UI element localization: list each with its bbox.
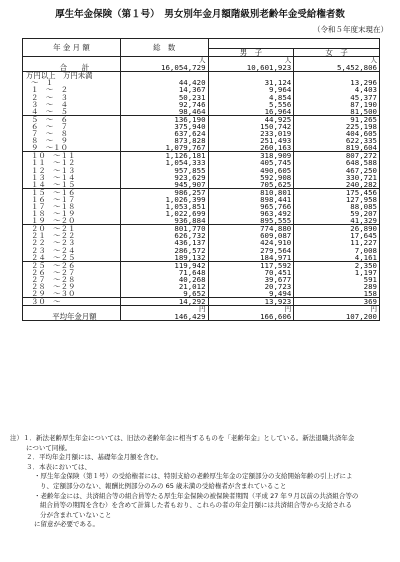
row-total: 873,828 [120,137,208,144]
row-female: 17,645 [294,232,380,239]
row-male: 233,019 [208,130,294,137]
row-range-label: ４ ～ ５ [23,108,121,116]
row-male: 70,451 [208,269,294,276]
row-male: 39,677 [208,276,294,283]
row-male: 31,124 [208,79,294,86]
total-all: 16,054,729 [120,64,208,72]
row-male: 13,923 [208,298,294,306]
row-male: 9,964 [208,86,294,93]
average-total: 146,429 [120,313,208,321]
row-total: 375,940 [120,123,208,130]
row-total: 436,137 [120,239,208,246]
row-range-label: ２５ ～２６ [23,261,121,269]
row-range-label: １２ ～１３ [23,167,121,174]
note-line: に留意が必要である。 [34,520,99,529]
notes [10,434,390,530]
row-range-label: ２７ ～２８ [23,276,121,283]
pension-table [22,38,380,321]
row-total: 986,257 [120,188,208,196]
row-range-label: ２３ ～２４ [23,247,121,254]
row-female: 175,456 [294,188,380,196]
row-female: 81,500 [294,108,380,116]
row-female: 4,161 [294,254,380,262]
note-line: について同様。 [26,443,72,452]
average-male: 166,606 [208,313,294,321]
row-range-label: ６ ～ ７ [23,123,121,130]
row-male: 490,605 [208,167,294,174]
row-range-label: １４ ～１５ [23,181,121,189]
row-female: 467,250 [294,167,380,174]
row-male: 20,723 [208,283,294,290]
row-total: 40,268 [120,276,208,283]
row-female: 13,296 [294,79,380,86]
header-row [23,39,380,49]
row-range-label: ２９ ～３０ [23,290,121,298]
note-line: 組合員等の期間を含む）を含めて計算した者もおり、これらの者の年金月額には共済組合等から支給される [40,501,352,510]
row-total: 1,022,699 [120,210,208,217]
row-range-label: ９ ～１０ [23,144,121,152]
row-male: 965,766 [208,203,294,210]
row-male: 405,745 [208,159,294,166]
row-female: 648,588 [294,159,380,166]
row-female: 240,282 [294,181,380,189]
row-total: 50,231 [120,94,208,101]
row-range-label: １６ ～１７ [23,196,121,203]
row-range-label: ２４ ～２５ [23,254,121,262]
row-male: 609,087 [208,232,294,239]
row-male: 705,625 [208,181,294,189]
row-total: 801,770 [120,225,208,233]
average-label: 平均年金月額 [23,313,121,321]
row-range-label: １５ ～１６ [23,188,121,196]
row-male: 810,801 [208,188,294,196]
row-female: 158 [294,290,380,298]
unit-label: 人 [294,57,380,65]
row-male: 150,742 [208,123,294,130]
note-line: り、定額部分のない、報酬比例部分のみの 65 歳未満の受給権者が含まれていること [40,481,287,490]
row-female: 91,265 [294,115,380,123]
unit-label: 人 [208,57,294,65]
row-total: 1,079,767 [120,144,208,152]
row-range-label: １０ ～１１ [23,152,121,160]
row-male: 117,592 [208,261,294,269]
row-range-label: ２８ ～２９ [23,283,121,290]
row-male: 898,441 [208,196,294,203]
row-male: 260,163 [208,144,294,152]
row-female: 87,190 [294,101,380,108]
row-female: 127,958 [294,196,380,203]
note-line: ・老齢年金には、共済組合等の組合員等たる厚生年金保険の被保険者期間（平成 27 年９月以前の共済組合等の [34,491,359,500]
row-male: 44,925 [208,115,294,123]
row-total: 14,367 [120,86,208,93]
row-total: 637,624 [120,130,208,137]
row-total: 1,026,399 [120,196,208,203]
row-male: 16,964 [208,108,294,116]
header-amount: 年 金 月 額 [23,39,121,57]
row-range-label: １８ ～１９ [23,210,121,217]
header-female: 女 子 [294,49,380,57]
total-male: 10,601,923 [208,64,294,72]
row-male: 5,556 [208,101,294,108]
row-range-label: ２６ ～２７ [23,269,121,276]
row-total: 1,054,333 [120,159,208,166]
row-female: 26,890 [294,225,380,233]
row-female: 45,377 [294,94,380,101]
row-male: 4,854 [208,94,294,101]
row-total: 957,855 [120,167,208,174]
row-female: 591 [294,276,380,283]
row-total: 923,629 [120,174,208,181]
row-total: 21,012 [120,283,208,290]
note-line: ３．本表においては、 [26,462,91,471]
row-total: 44,420 [120,79,208,86]
row-male: 279,564 [208,247,294,254]
row-female: 11,227 [294,239,380,246]
row-total: 286,572 [120,247,208,254]
row-female: 41,329 [294,217,380,225]
row-range-label: １ ～ ２ [23,86,121,93]
avg-unit-label: 円 [294,306,380,314]
note-line: 分が含まれていないこと [40,510,112,519]
total-female: 5,452,806 [294,64,380,72]
row-total: 189,132 [120,254,208,262]
row-range-label: ８ ～ ９ [23,137,121,144]
row-male: 963,492 [208,210,294,217]
row-female: 88,085 [294,203,380,210]
row-total: 119,942 [120,261,208,269]
row-female: 1,197 [294,269,380,276]
row-female: 7,008 [294,247,380,254]
avg-unit-label: 円 [208,306,294,314]
row-total: 136,190 [120,115,208,123]
total-label: 合 計 [23,64,121,72]
row-female: 819,604 [294,144,380,152]
row-male: 184,971 [208,254,294,262]
row-range-label: ３０ ～ [23,298,121,306]
row-range-label: ２１ ～２２ [23,232,121,239]
row-total: 1,126,181 [120,152,208,160]
row-range-label: １９ ～２０ [23,217,121,225]
average-row [23,313,380,321]
row-female: 2,350 [294,261,380,269]
row-total: 14,292 [120,298,208,306]
row-range-label: ２ ～ ３ [23,94,121,101]
row-range-label: ～ １ [23,79,121,86]
row-female: 4,403 [294,86,380,93]
row-male: 774,880 [208,225,294,233]
avg-unit-label: 円 [120,306,208,314]
row-female: 225,198 [294,123,380,130]
row-total: 71,648 [120,269,208,276]
page-title: 厚生年金保険（第１号） 男女別年金月額階級別老齢年金受給権者数 [55,9,345,20]
row-range-label: ３ ～ ４ [23,101,121,108]
row-range-label: ２０ ～２１ [23,225,121,233]
row-male: 424,910 [208,239,294,246]
row-female: 59,207 [294,210,380,217]
row-female: 807,272 [294,152,380,160]
average-female: 107,200 [294,313,380,321]
row-female: 404,605 [294,130,380,137]
row-male: 318,909 [208,152,294,160]
header-male: 男 子 [208,49,294,57]
row-range-label: ５ ～ ６ [23,115,121,123]
row-male: 592,908 [208,174,294,181]
row-total: 1,053,851 [120,203,208,210]
row-male: 251,493 [208,137,294,144]
row-total: 945,907 [120,181,208,189]
row-total: 9,652 [120,290,208,298]
row-range-label: ７ ～ ８ [23,130,121,137]
row-range-label: １３ ～１４ [23,174,121,181]
row-total: 92,746 [120,101,208,108]
row-female: 622,335 [294,137,380,144]
row-range-label: ２２ ～２３ [23,239,121,246]
row-total: 936,884 [120,217,208,225]
header-total: 総 数 [120,39,208,57]
row-range-label: １１ ～１２ [23,159,121,166]
row-total: 626,732 [120,232,208,239]
as-of-date: （令和５年度末現在） [313,25,388,34]
row-total: 98,464 [120,108,208,116]
range-header: 万円以上 万円未満 [23,72,121,80]
note-line: ２．平均年金月額には、基礎年金月額を含む。 [26,453,163,462]
row-female: 289 [294,283,380,290]
note-line: 注）１．新法老齢厚生年金については、旧法の老齢年金に相当するものを「老齢年金」としている。新法退職共済年金 [10,434,355,442]
row-range-label: １７ ～１８ [23,203,121,210]
row-female: 369 [294,298,380,306]
note-line: ・厚生年金保険（第１号）の受給権者には、特別支給の老齢厚生年金の定額部分の支給開始年齢の引上げによ [34,472,353,481]
row-female: 330,721 [294,174,380,181]
unit-label: 人 [120,57,208,65]
row-male: 9,494 [208,290,294,298]
row-male: 895,555 [208,217,294,225]
